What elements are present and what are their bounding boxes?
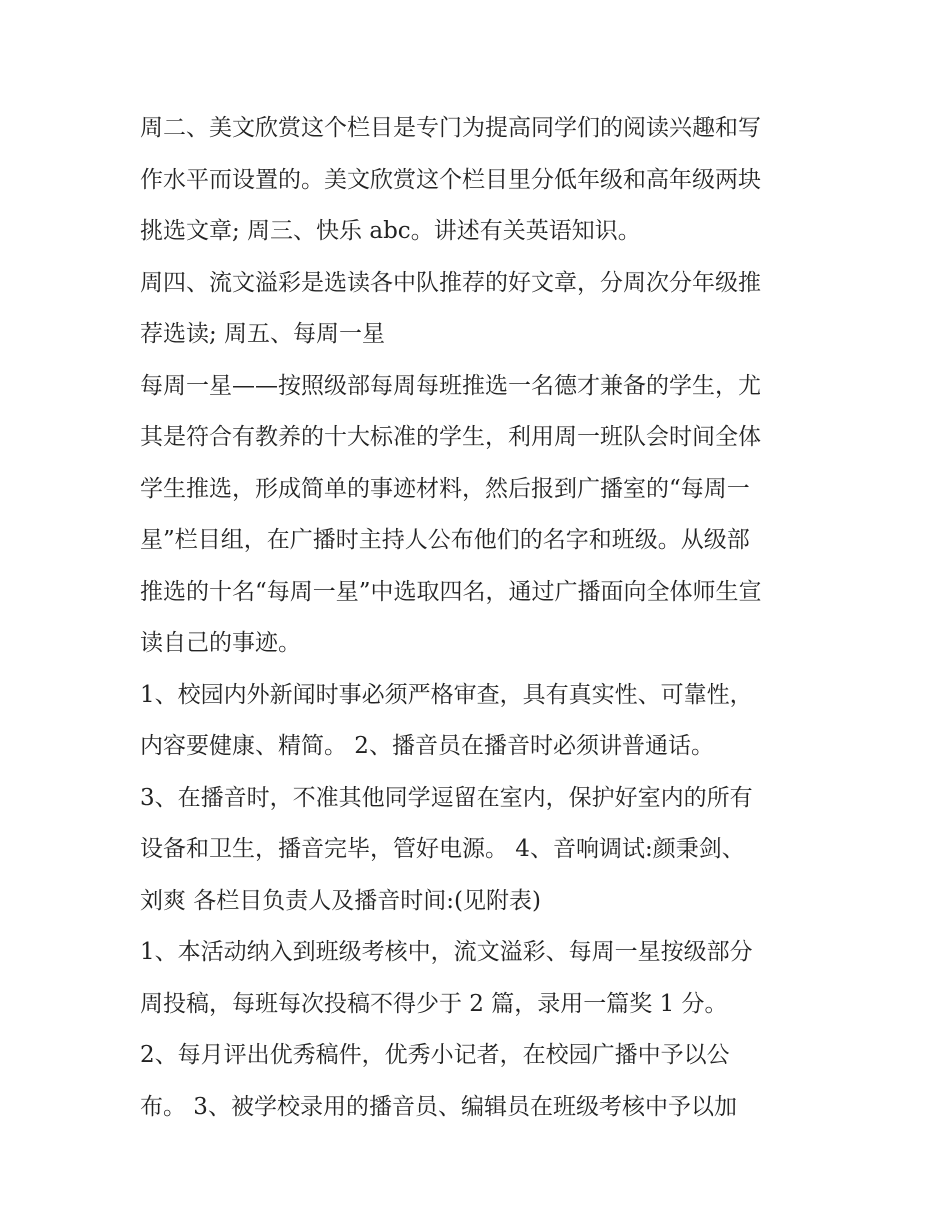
text-line: 星”栏目组，在广播时主持人公布他们的名字和班级。从级部: [140, 527, 750, 553]
document-body: [140, 103, 830, 1133]
text-line: 其是符合有教养的十大标准的学生，利用周一班队会时间全体: [140, 424, 761, 450]
text-line: 1、本活动纳入到班级考核中，流文溢彩、每周一星按级部分: [140, 939, 753, 965]
text-line: 1、校园内外新闻时事必须严格审查，具有真实性、可靠性，: [140, 681, 753, 708]
text-line: 每周一星——按照级部每周每班推选一名德才兼备的学生，尤: [140, 372, 761, 399]
text-line: 挑选文章; 周三、快乐 abc。讲述有关英语知识。: [140, 218, 641, 244]
text-line: 内容要健康、精简。 2、播音员在播音时必须讲普通话。: [140, 733, 714, 759]
text-line: 作水平而设置的。美文欣赏这个栏目里分低年级和高年级两块: [140, 166, 761, 193]
text-line: 2、每月评出优秀稿件，优秀小记者，在校园广播中予以公: [140, 1042, 730, 1068]
text-line: 周四、流文溢彩是选读各中队推荐的好文章，分周次分年级推: [140, 269, 761, 296]
text-line: 3、在播音时，不准其他同学逗留在室内，保护好室内的所有: [140, 784, 753, 811]
text-line: 学生推选，形成简单的事迹材料，然后报到广播室的“每周一: [140, 475, 750, 502]
text-line: 读自己的事迹。: [140, 630, 301, 656]
text-line: 周二、美文欣赏这个栏目是专门为提高同学们的阅读兴趣和写: [140, 115, 761, 141]
text-line: 设备和卫生，播音完毕，管好电源。 4、音响调试:颜秉剑、: [140, 836, 745, 862]
text-line: 推选的十名“每周一星”中选取四名，通过广播面向全体师生宣: [140, 578, 762, 605]
text-line: 布。 3、被学校录用的播音员、编辑员在班级考核中予以加: [140, 1093, 737, 1120]
text-line: 周投稿，每班每次投稿不得少于 2 篇，录用一篇奖 1 分。: [140, 990, 728, 1017]
text-line: 刘爽 各栏目负责人及播音时间:(见附表): [140, 887, 542, 914]
text-line: 荐选读; 周五、每周一星: [140, 321, 386, 347]
